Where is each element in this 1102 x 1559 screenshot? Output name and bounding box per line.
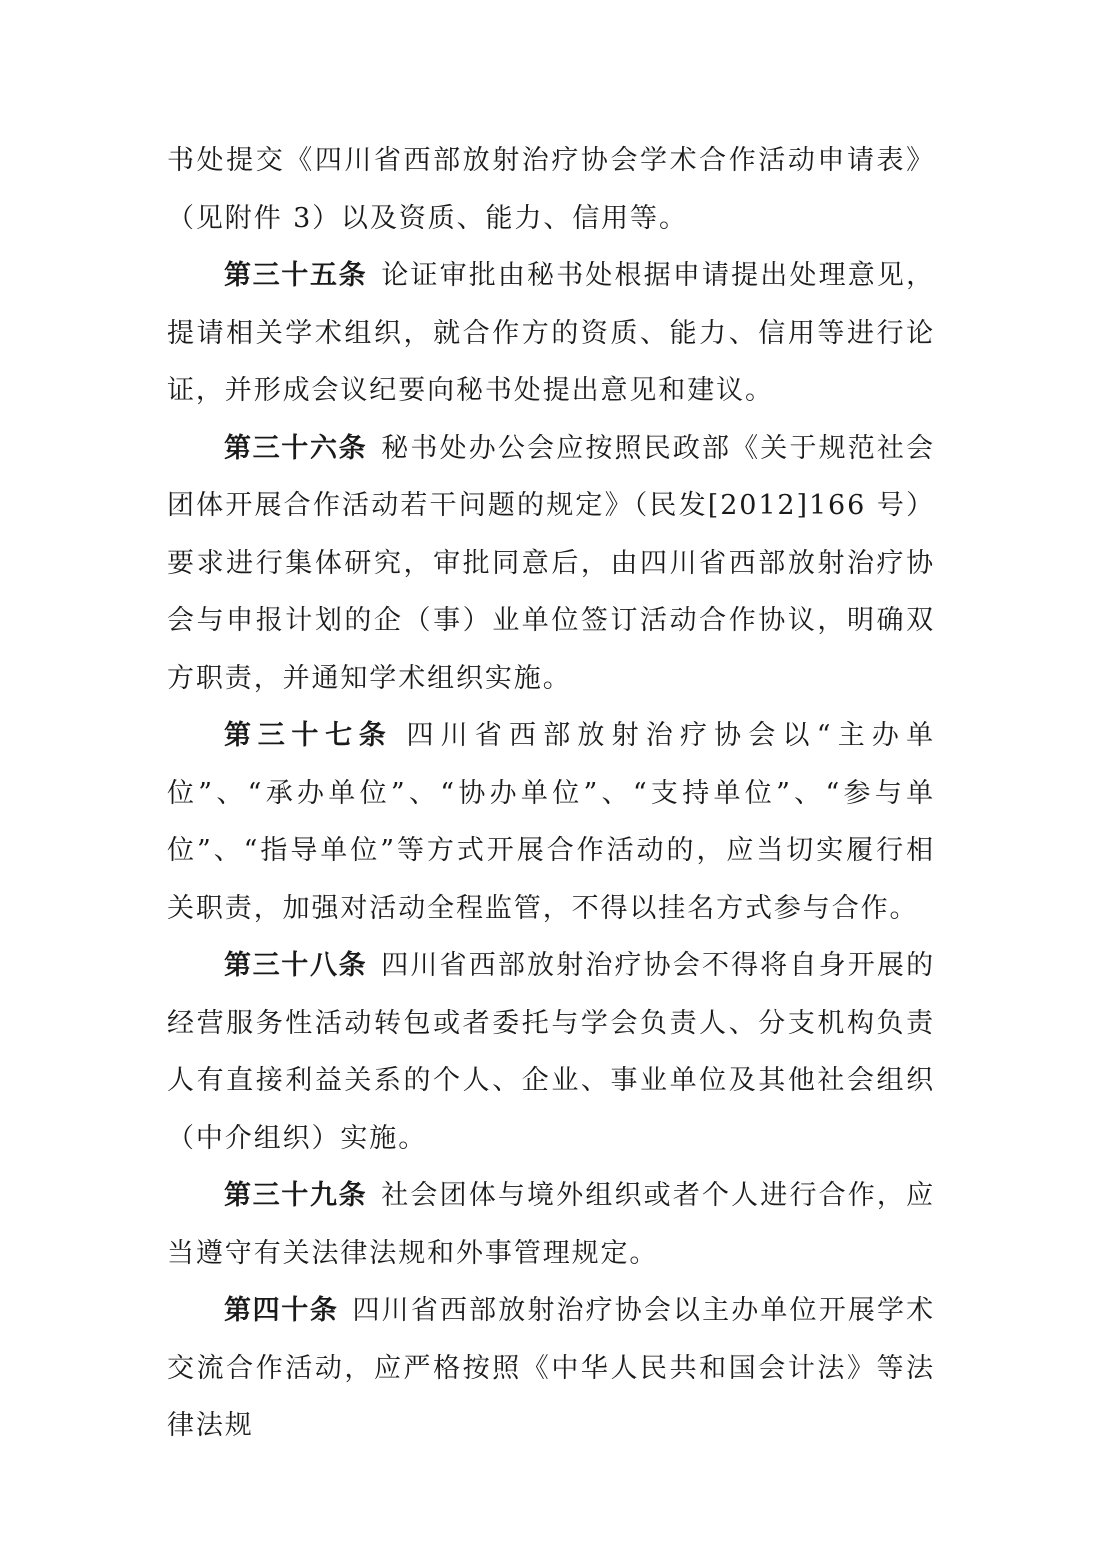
paragraph-text: 论证审批由秘书处根据申请提出处理意见，提请相关学术组织，就合作方的资质、能力、信用等进行论证，并形成会议纪要向秘书处提出意见和建议。 [167,260,935,406]
article-35 [167,247,935,420]
article-number: 第三十六条 [224,432,368,464]
paragraph-text: 书处提交《四川省西部放射治疗协会学术合作活动申请表》（见附件 3）以及资质、能力、信用等。 [167,145,935,234]
article-number: 第四十条 [224,1295,339,1326]
article-number: 第三十五条 [224,260,368,291]
article-38 [167,937,935,1167]
article-36 [167,420,935,708]
article-37 [167,707,935,937]
paragraph-text: 社会团体与境外组织或者个人进行合作，应当遵守有关法律法规和外事管理规定。 [167,1180,935,1269]
paragraph-text: 四川省西部放射治疗协会以“主办单位”、“承办单位”、“协办单位”、“支持单位”、“参与单位”、“指导单位”等方式开展合作活动的，应当切实履行相关职责，加强对活动全程监管，不得以挂名方式参与合作。 [167,720,936,924]
article-39 [167,1167,935,1282]
article-number: 第三十七条 [224,720,393,751]
document-page [167,132,935,1455]
paragraph-text: 秘书处办公会应按照民政部《关于规范社会团体开展合作活动若干问题的规定》（民发[2012]166 号）要求进行集体研究，审批同意后，由四川省西部放射治疗协会与申报计划的企（事）业单位签订活动合作协议，明确双方职责，并通知学术组织实施。 [167,432,935,694]
paragraph-continuation [167,132,935,247]
paragraph-text: 四川省西部放射治疗协会不得将自身开展的经营服务性活动转包或者委托与学会负责人、分支机构负责人有直接利益关系的个人、企业、事业单位及其他社会组织（中介组织）实施。 [167,950,935,1154]
article-number: 第三十九条 [224,1180,368,1211]
paragraph-text: 四川省西部放射治疗协会以主办单位开展学术交流合作活动，应严格按照《中华人民共和国会计法》等法律法规 [167,1295,935,1441]
article-40 [167,1282,935,1455]
article-number: 第三十八条 [224,950,368,981]
